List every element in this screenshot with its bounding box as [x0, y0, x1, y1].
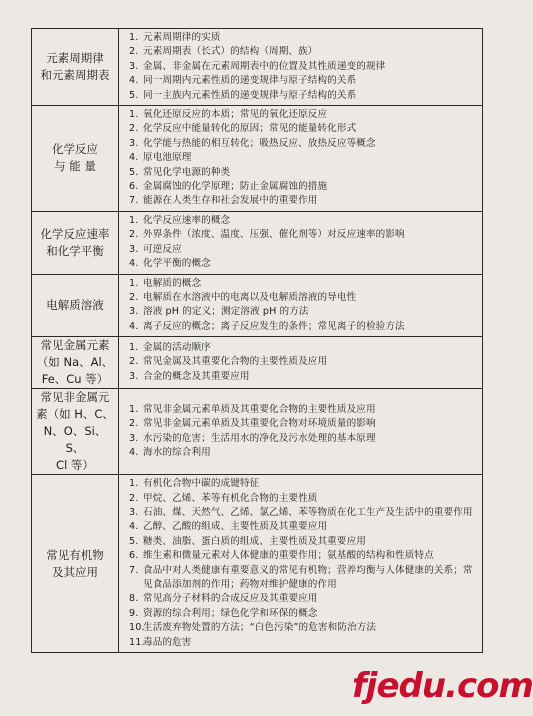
- item-text: 常见非金属元素单质及其重要化合物对环境质量的影响: [143, 418, 376, 430]
- list-item: [129, 151, 480, 165]
- section-topic: 常见非金属元 素（如 H、C、 N、O、Si、S、 Cl 等）: [32, 389, 119, 475]
- item-text: 乙醇、乙酸的组成、主要性质及其重要应用: [143, 521, 328, 533]
- list-item: [129, 636, 480, 650]
- item-text: 维生素和微量元素对人体健康的重要作用；氨基酸的结构和性质特点: [143, 550, 434, 562]
- item-number: 1.: [129, 277, 139, 289]
- syllabus-table: [31, 28, 483, 653]
- item-text: 金属的活动顺序: [143, 342, 211, 354]
- item-number: 1.: [129, 109, 139, 121]
- section-topic: 化学反应速率 和化学平衡: [32, 211, 119, 274]
- list-item: [129, 305, 480, 319]
- item-text: 甲烷、乙烯、苯等有机化合物的主要性质: [143, 492, 318, 504]
- item-text: 可逆反应: [143, 243, 182, 255]
- list-item: [129, 166, 480, 180]
- item-text: 化学反应速率的概念: [143, 214, 231, 226]
- item-text: 有机化合物中碳的成键特征: [143, 478, 260, 490]
- item-text: 化学反应中能量转化的原因；常见的能量转化形式: [143, 123, 357, 135]
- list-item: [129, 228, 480, 242]
- section-items: [119, 475, 483, 653]
- list-item: [129, 520, 480, 534]
- item-number: 5.: [129, 89, 139, 101]
- item-text: 资源的综合利用；绿色化学和环保的概念: [143, 607, 318, 619]
- item-text: 水污染的危害；生活用水的净化及污水处理的基本原理: [143, 432, 376, 444]
- item-number: 5.: [129, 166, 139, 178]
- section-topic: 化学反应 与 能 量: [32, 106, 119, 212]
- list-item: [129, 535, 480, 549]
- section-row: [32, 211, 483, 274]
- list-item: [129, 60, 480, 74]
- list-item: [129, 320, 480, 334]
- list-item: [129, 621, 480, 635]
- item-text: 石油、煤、天然气、乙烯、氯乙烯、苯等物质在化工生产及生活中的重要作用: [143, 506, 473, 518]
- section-row: [32, 274, 483, 337]
- item-text: 化学能与热能的相互转化；吸热反应、放热反应等概念: [143, 137, 376, 149]
- item-number: 2.: [129, 229, 139, 241]
- item-text: 化学平衡的概念: [143, 258, 211, 270]
- item-number: 4.: [129, 152, 139, 164]
- item-number: 1.: [129, 478, 139, 490]
- section-row: [32, 29, 483, 106]
- list-item: [129, 341, 480, 355]
- item-number: 7.: [129, 195, 139, 207]
- item-number: 5.: [129, 535, 139, 547]
- item-text: 海水的综合利用: [143, 447, 211, 459]
- item-number: 9.: [129, 607, 139, 619]
- list-item: [129, 194, 480, 208]
- item-number: 4.: [129, 447, 139, 459]
- item-text: 原电池原理: [143, 152, 192, 164]
- item-number: 6.: [129, 550, 139, 562]
- list-item: [129, 89, 480, 103]
- item-text: 常见非金属元素单质及其重要化合物的主要性质及应用: [143, 403, 376, 415]
- item-number: 4.: [129, 521, 139, 533]
- item-number: 2.: [129, 46, 139, 58]
- list-item: [129, 277, 480, 291]
- section-topic: 常见有机物 及其应用: [32, 475, 119, 653]
- item-number: 2.: [129, 291, 139, 303]
- item-number: 3.: [129, 432, 139, 444]
- item-number: 4.: [129, 258, 139, 270]
- item-text: 毒品的危害: [143, 636, 192, 648]
- item-text: 金属腐蚀的化学原理；防止金属腐蚀的措施: [143, 181, 328, 193]
- item-text: 生活废弃物处置的方法；“白色污染”的危害和防治方法: [143, 622, 377, 634]
- section-topic: 电解质溶液: [32, 274, 119, 337]
- item-number: 3.: [129, 306, 139, 318]
- item-number: 7.: [129, 564, 139, 576]
- list-item: [129, 122, 480, 136]
- list-item: [129, 432, 480, 446]
- item-text: 离子反应的概念；离子反应发生的条件；常见离子的检验方法: [143, 320, 405, 332]
- list-item: [129, 492, 480, 506]
- list-item: [129, 403, 480, 417]
- list-item: [129, 506, 480, 520]
- item-text: 同一周期内元素性质的递变规律与原子结构的关系: [143, 75, 357, 87]
- list-item: [129, 31, 480, 45]
- section-row: [32, 475, 483, 653]
- list-item: [129, 214, 480, 228]
- item-number: 6.: [129, 181, 139, 193]
- section-row: [32, 389, 483, 475]
- section-items: [119, 389, 483, 475]
- item-text: 合金的概念及其重要应用: [143, 370, 250, 382]
- section-topic: 元素周期律 和元素周期表: [32, 29, 119, 106]
- section-items: [119, 274, 483, 337]
- item-number: 10.: [129, 622, 145, 634]
- item-text: 氧化还原反应的本质；常见的氧化还原反应: [143, 109, 328, 121]
- section-items: [119, 211, 483, 274]
- section-row: [32, 106, 483, 212]
- item-text: 常见化学电源的种类: [143, 166, 231, 178]
- item-number: 3.: [129, 137, 139, 149]
- item-number: 2.: [129, 356, 139, 368]
- section-row: [32, 337, 483, 389]
- list-item: [129, 370, 480, 384]
- item-number: 1.: [129, 214, 139, 226]
- item-number: 2.: [129, 123, 139, 135]
- list-item: [129, 108, 480, 122]
- section-items: [119, 29, 483, 106]
- item-text: 电解质的概念: [143, 277, 202, 289]
- item-text: 常见金属及其重要化合物的主要性质及应用: [143, 356, 328, 368]
- list-item: [129, 74, 480, 88]
- item-number: 1.: [129, 403, 139, 415]
- list-item: [129, 607, 480, 621]
- section-topic: 常见金属元素 （如 Na、Al、 Fe、Cu 等）: [32, 337, 119, 389]
- list-item: [129, 477, 480, 491]
- item-number: 4.: [129, 75, 139, 87]
- item-text: 同一主族内元素性质的递变规律与原子结构的关系: [143, 89, 357, 101]
- item-text: 能源在人类生存和社会发展中的重要作用: [143, 195, 318, 207]
- item-number: 1.: [129, 342, 139, 354]
- item-number: 3.: [129, 506, 139, 518]
- syllabus-table-body: [32, 29, 483, 653]
- list-item: [129, 564, 480, 593]
- list-item: [129, 291, 480, 305]
- item-number: 3.: [129, 243, 139, 255]
- item-text: 常见高分子材料的合成反应及其重要应用: [143, 593, 318, 605]
- item-number: 4.: [129, 320, 139, 332]
- item-number: 2.: [129, 418, 139, 430]
- list-item: [129, 592, 480, 606]
- item-text: 元素周期表（长式）的结构（周期、族）: [143, 46, 318, 58]
- section-items: [119, 337, 483, 389]
- list-item: [129, 137, 480, 151]
- item-text: 金属、非金属在元素周期表中的位置及其性质递变的规律: [143, 60, 386, 72]
- item-number: 3.: [129, 370, 139, 382]
- list-item: [129, 355, 480, 369]
- item-number: 2.: [129, 492, 139, 504]
- section-items: [119, 106, 483, 212]
- watermark-logo: fjedu.com: [352, 666, 533, 706]
- item-text: 食品中对人类健康有重要意义的常见有机物；营养均衡与人体健康的关系；常见食品添加剂的作用；药物对维护健康的作用: [143, 564, 473, 590]
- item-number: 3.: [129, 60, 139, 72]
- item-text: 外界条件（浓度、温度、压强、催化剂等）对反应速率的影响: [143, 229, 405, 241]
- list-item: [129, 446, 480, 460]
- list-item: [129, 180, 480, 194]
- item-text: 溶液 pH 的定义；测定溶液 pH 的方法: [143, 306, 309, 318]
- item-number: 8.: [129, 593, 139, 605]
- list-item: [129, 417, 480, 431]
- item-text: 电解质在水溶液中的电离以及电解质溶液的导电性: [143, 291, 357, 303]
- item-number: 11.: [129, 636, 145, 648]
- item-text: 糖类、油脂、蛋白质的组成、主要性质及其重要应用: [143, 535, 366, 547]
- list-item: [129, 257, 480, 271]
- item-text: 元素周期律的实质: [143, 32, 221, 43]
- list-item: [129, 243, 480, 257]
- list-item: [129, 549, 480, 563]
- list-item: [129, 45, 480, 59]
- item-number: 1.: [129, 32, 139, 43]
